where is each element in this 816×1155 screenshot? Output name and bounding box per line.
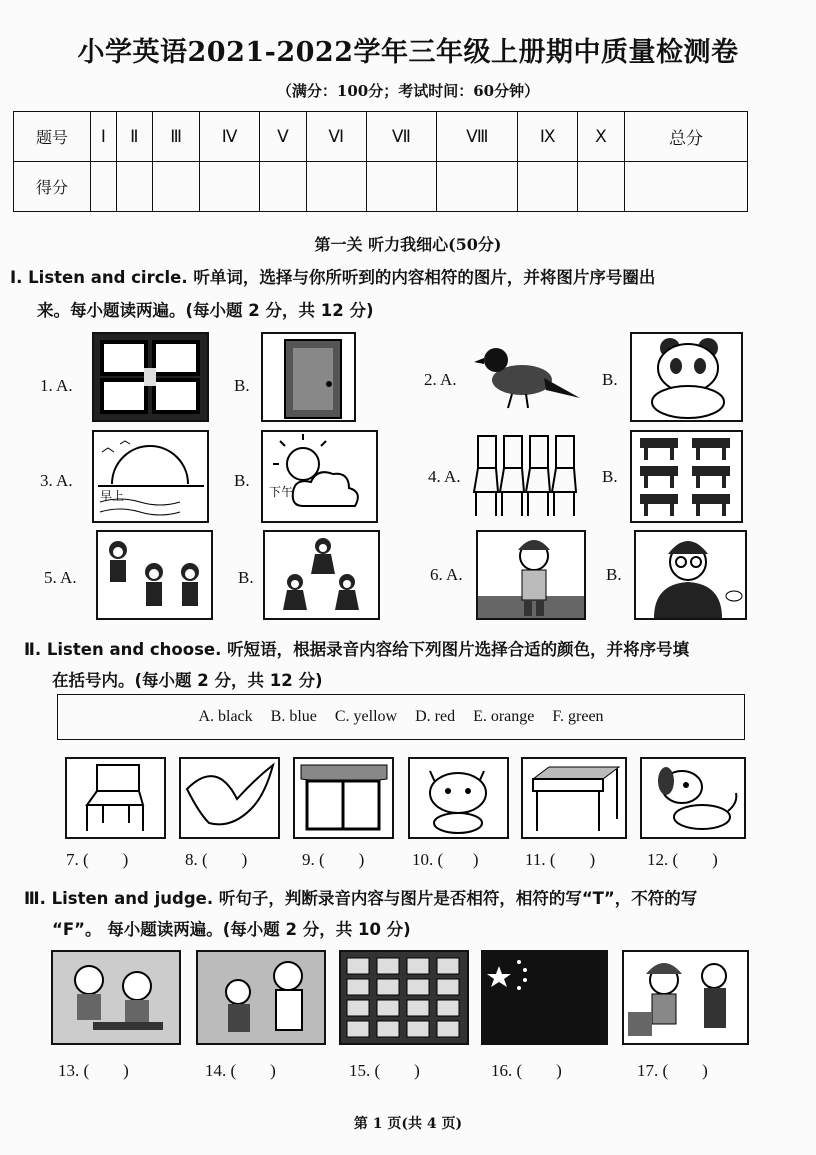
desk-picture[interactable] bbox=[521, 757, 627, 839]
part1-instructions: Ⅰ. Listen and circle. 听单词，选择与你所听到的内容相符的图片，并将图片序号圈出 bbox=[10, 268, 656, 287]
score-row-label: 得分 bbox=[14, 162, 91, 212]
answer-blank[interactable]: 7. ( ) bbox=[66, 850, 129, 869]
panda-picture[interactable] bbox=[630, 332, 743, 422]
score-cell: Ⅲ bbox=[153, 112, 200, 162]
classroom-picture[interactable] bbox=[51, 950, 181, 1045]
cat-picture[interactable] bbox=[408, 757, 509, 839]
window-picture[interactable] bbox=[92, 332, 209, 422]
family-picture[interactable] bbox=[196, 950, 326, 1045]
girls-picture[interactable] bbox=[263, 530, 380, 620]
q5-option-b: B. bbox=[238, 568, 254, 587]
score-cell: Ⅸ bbox=[518, 112, 578, 162]
score-cell: Ⅳ bbox=[200, 112, 260, 162]
answer-blank[interactable]: 14. ( ) bbox=[205, 1061, 276, 1080]
dog-picture[interactable] bbox=[640, 757, 746, 839]
color-options-box bbox=[57, 694, 745, 740]
part1-instructions-cont: 来。每小题读两遍。(每小题 2 分，共 12 分) bbox=[37, 301, 374, 320]
bird-picture[interactable] bbox=[472, 332, 584, 422]
desks-picture[interactable] bbox=[630, 430, 743, 523]
answer-blank[interactable]: 17. ( ) bbox=[637, 1061, 708, 1080]
boys-picture[interactable] bbox=[96, 530, 213, 620]
morning-text: 早上 bbox=[100, 489, 125, 503]
page-number: 第 1 页(共 4 页) bbox=[353, 1116, 463, 1132]
score-cell: Ⅹ bbox=[578, 112, 625, 162]
score-input-cell[interactable] bbox=[578, 162, 625, 212]
score-cell: Ⅱ bbox=[116, 112, 152, 162]
dove-picture[interactable] bbox=[179, 757, 280, 839]
score-cell: Ⅷ bbox=[437, 112, 518, 162]
score-input-cell[interactable] bbox=[116, 162, 152, 212]
q1-option-b: B. bbox=[234, 376, 250, 395]
flag-picture[interactable] bbox=[481, 950, 608, 1045]
part3-instructions: Ⅲ. Listen and judge. 听句子，判断录音内容与图片是否相符，相符的写“T”，不符的写 bbox=[24, 889, 698, 908]
page-title: 小学英语2021-2022学年三年级上册期中质量检测卷 bbox=[77, 37, 739, 68]
score-cell: 题号 bbox=[14, 112, 91, 162]
q3-option-b: B. bbox=[234, 471, 250, 490]
score-cell: Ⅰ bbox=[91, 112, 117, 162]
teacher-student-picture[interactable] bbox=[622, 950, 749, 1045]
score-table-header-row bbox=[14, 112, 748, 162]
score-input-cell[interactable] bbox=[518, 162, 578, 212]
part2-instructions-cont: 在括号内。(每小题 2 分，共 12 分) bbox=[52, 671, 323, 690]
score-input-cell[interactable] bbox=[91, 162, 117, 212]
score-input-cell[interactable] bbox=[153, 162, 200, 212]
answer-blank[interactable]: 11. ( ) bbox=[525, 850, 596, 869]
q6-label: 6. A. bbox=[430, 565, 463, 584]
chairs-picture[interactable] bbox=[472, 430, 584, 523]
morning-picture[interactable] bbox=[92, 430, 209, 523]
part2-instructions: Ⅱ. Listen and choose. 听短语，根据录音内容给下列图片选择合适的颜色，并将序号填 bbox=[24, 640, 690, 659]
color-option: A. black bbox=[198, 708, 253, 725]
q2-label: 2. A. bbox=[424, 370, 457, 389]
color-option: E. orange bbox=[473, 708, 535, 725]
score-table-score-row bbox=[14, 162, 748, 212]
score-input-cell[interactable] bbox=[366, 162, 437, 212]
q5-label: 5. A. bbox=[44, 568, 77, 587]
score-cell: 总分 bbox=[625, 112, 748, 162]
score-cell: Ⅶ bbox=[366, 112, 437, 162]
q4-label: 4. A. bbox=[428, 467, 461, 486]
answer-blank[interactable]: 8. ( ) bbox=[185, 850, 248, 869]
score-cell: Ⅴ bbox=[260, 112, 307, 162]
answer-blank[interactable]: 16. ( ) bbox=[491, 1061, 562, 1080]
color-option: D. red bbox=[415, 708, 456, 725]
score-table bbox=[13, 111, 748, 212]
answer-blank[interactable]: 10. ( ) bbox=[412, 850, 479, 869]
answer-blank[interactable]: 9. ( ) bbox=[302, 850, 365, 869]
section-title: 第一关 听力我细心(50分) bbox=[314, 235, 502, 254]
score-input-cell[interactable] bbox=[200, 162, 260, 212]
exam-info: （满分：100分；考试时间：60分钟） bbox=[276, 82, 540, 100]
score-input-cell[interactable] bbox=[306, 162, 366, 212]
girl-picture[interactable] bbox=[476, 530, 586, 620]
q1-label: 1. A. bbox=[40, 376, 73, 395]
door-picture[interactable] bbox=[261, 332, 356, 422]
answer-blank[interactable]: 13. ( ) bbox=[58, 1061, 129, 1080]
part3-instructions-cont: “F”。 每小题读两遍。(每小题 2 分，共 10 分) bbox=[52, 920, 411, 939]
q6-option-b: B. bbox=[606, 565, 622, 584]
score-input-cell[interactable] bbox=[260, 162, 307, 212]
window2-picture[interactable] bbox=[293, 757, 394, 839]
q2-option-b: B. bbox=[602, 370, 618, 389]
score-input-cell[interactable] bbox=[625, 162, 748, 212]
teacher-picture[interactable] bbox=[634, 530, 747, 620]
q3-label: 3. A. bbox=[40, 471, 73, 490]
score-cell: Ⅵ bbox=[306, 112, 366, 162]
answer-blank[interactable]: 15. ( ) bbox=[349, 1061, 420, 1080]
answer-blank[interactable]: 12. ( ) bbox=[647, 850, 718, 869]
color-option: B. blue bbox=[270, 708, 317, 725]
q4-option-b: B. bbox=[602, 467, 618, 486]
chair-picture[interactable] bbox=[65, 757, 166, 839]
color-option: C. yellow bbox=[334, 708, 398, 725]
score-input-cell[interactable] bbox=[437, 162, 518, 212]
afternoon-text: 下午 bbox=[269, 485, 294, 499]
grid-picture[interactable] bbox=[339, 950, 469, 1045]
afternoon-picture[interactable] bbox=[261, 430, 378, 523]
color-option: F. green bbox=[552, 708, 604, 725]
